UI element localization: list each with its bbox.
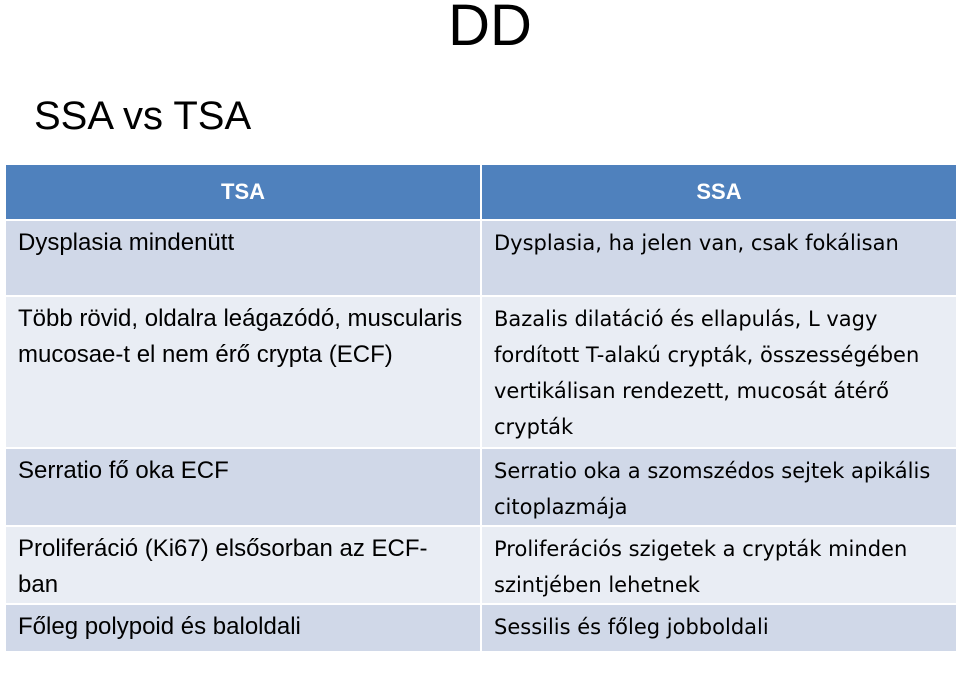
slide-subtitle: SSA vs TSA xyxy=(34,94,252,138)
page-title: DD xyxy=(448,0,532,58)
tsa-cell: Serratio fő oka ECF xyxy=(6,449,480,525)
table-row xyxy=(6,605,956,651)
table-header-row xyxy=(6,165,956,219)
ssa-cell: Proliferációs szigetek a crypták minden szintjében lehetnek xyxy=(482,527,956,603)
table-row xyxy=(6,449,956,525)
ssa-cell: Bazalis dilatáció és ellapulás, L vagy fordított T-alakú crypták, összességében vertikálisan rendezett, mucosát átérő crypták xyxy=(482,297,956,447)
column-header-ssa: SSA xyxy=(482,165,956,219)
ssa-cell: Serratio oka a szomszédos sejtek apikális citoplazmája xyxy=(482,449,956,525)
tsa-cell: Több rövid, oldalra leágazódó, muscularis mucosae-t el nem érő crypta (ECF) xyxy=(6,297,480,447)
table-row xyxy=(6,221,956,295)
comparison-table xyxy=(4,163,958,653)
ssa-cell: Dysplasia, ha jelen van, csak fokálisan xyxy=(482,221,956,295)
ssa-cell: Sessilis és főleg jobboldali xyxy=(482,605,956,651)
tsa-cell: Dysplasia mindenütt xyxy=(6,221,480,295)
table-row xyxy=(6,297,956,447)
table-row xyxy=(6,527,956,603)
tsa-cell: Főleg polypoid és baloldali xyxy=(6,605,480,651)
column-header-tsa: TSA xyxy=(6,165,480,219)
tsa-cell: Proliferáció (Ki67) elsősorban az ECF-ban xyxy=(6,527,480,603)
